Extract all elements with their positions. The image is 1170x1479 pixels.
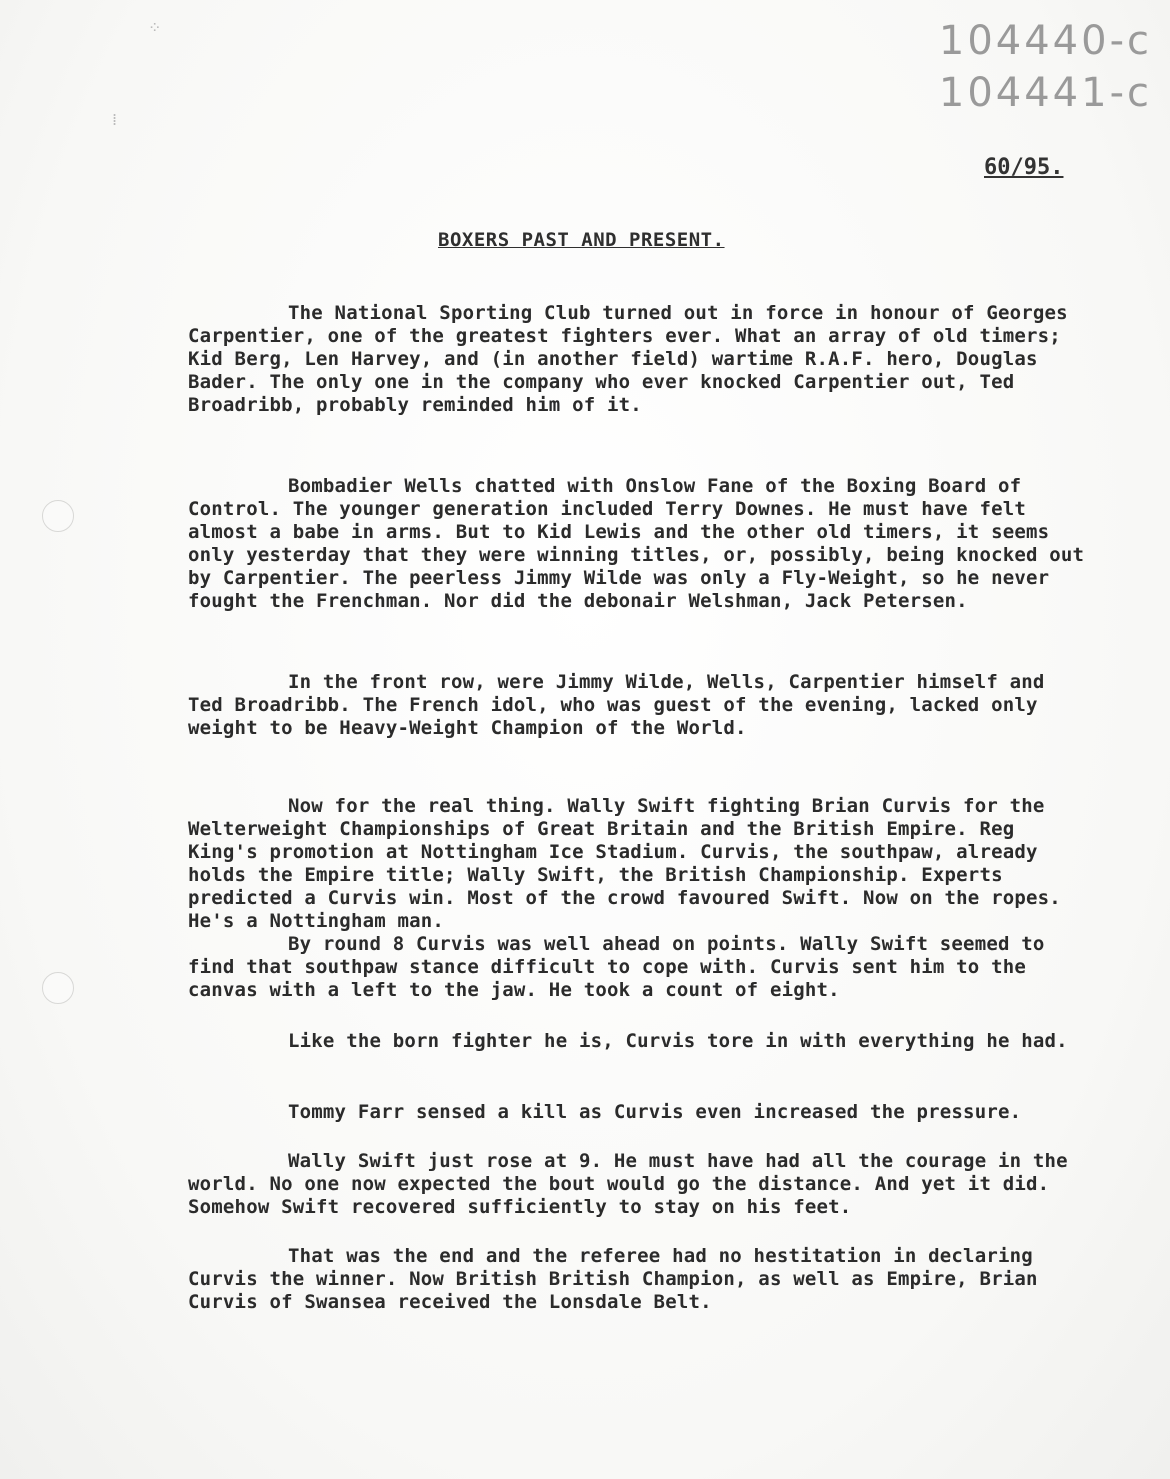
paragraph bbox=[188, 933, 1088, 1002]
paragraph-text: Bombadier Wells chatted with Onslow Fane of the Boxing Board of Control. The younger generation included Terry Downes. He must have felt almost a babe in arms. But to Kid Lewis and the other old timers, it seems only yesterday that they were winning titles, or, possibly, being knocked out by Carpentier. The peerless Jimmy Wilde was only a Fly-Weight, so he never fought the Frenchman. Nor did the debonair Welshman, Jack Petersen. bbox=[188, 475, 1085, 612]
paper-speck: ⁞ bbox=[112, 110, 118, 129]
paper-speck: ⁘ bbox=[148, 18, 162, 37]
paragraph-text: By round 8 Curvis was well ahead on points. Wally Swift seemed to find that southpaw stance difficult to cope with. Curvis sent him to the canvas with a left to the jaw. He took a count of eight. bbox=[188, 933, 1045, 1001]
paragraph bbox=[188, 302, 1088, 417]
archive-mark-1: 104440-c bbox=[938, 18, 1152, 64]
archive-mark-2: 104441-c bbox=[938, 70, 1152, 116]
paragraph-text: Wally Swift just rose at 9. He must have had all the courage in the world. No one now expected the bout would go the distance. And yet it did. Somehow Swift recovered sufficiently to stay on his feet. bbox=[188, 1150, 1068, 1218]
paragraph bbox=[188, 671, 1088, 740]
paragraph bbox=[188, 1030, 1088, 1053]
paragraph bbox=[188, 1150, 1088, 1219]
punch-hole bbox=[42, 500, 74, 532]
paragraph bbox=[188, 1245, 1088, 1314]
paragraph-text: Now for the real thing. Wally Swift fighting Brian Curvis for the Welterweight Championships of Great Britain and the British Empire. Reg King's promotion at Nottingham Ice Stadium. Curvis, the southpaw, already holds the Empire title; Wally Swift, the British Championship. Experts predicted a Curvis win. Most of the crowd favoured Swift. Now on the ropes. He's a Nottingham man. bbox=[188, 795, 1061, 932]
paragraph-text: In the front row, were Jimmy Wilde, Wells, Carpentier himself and Ted Broadribb. The French idol, who was guest of the evening, lacked only weight to be Heavy-Weight Champion of the World. bbox=[188, 671, 1045, 739]
reference-number: 60/95. bbox=[984, 155, 1064, 180]
paragraph-text: Tommy Farr sensed a kill as Curvis even increased the pressure. bbox=[288, 1101, 1022, 1123]
paragraph bbox=[188, 1101, 1088, 1124]
document-title: BOXERS PAST AND PRESENT. bbox=[438, 229, 725, 251]
paragraph-text: Like the born fighter he is, Curvis tore in with everything he had. bbox=[288, 1030, 1068, 1052]
paragraph bbox=[188, 795, 1088, 933]
paragraph bbox=[188, 475, 1088, 613]
paragraph-text: The National Sporting Club turned out in force in honour of Georges Carpentier, one of the greatest fighters ever. What an array of old timers; Kid Berg, Len Harvey, and (in another field) wartime R.A.F. hero, Douglas Bader. The only one in the company who ever knocked Carpentier out, Ted Broadribb, probably reminded him of it. bbox=[188, 302, 1068, 416]
punch-hole bbox=[42, 972, 74, 1004]
paragraph-text: That was the end and the referee had no hestitation in declaring Curvis the winner. Now British British Champion, as well as Empire, Brian Curvis of Swansea received the Lonsdale Belt. bbox=[188, 1245, 1038, 1313]
